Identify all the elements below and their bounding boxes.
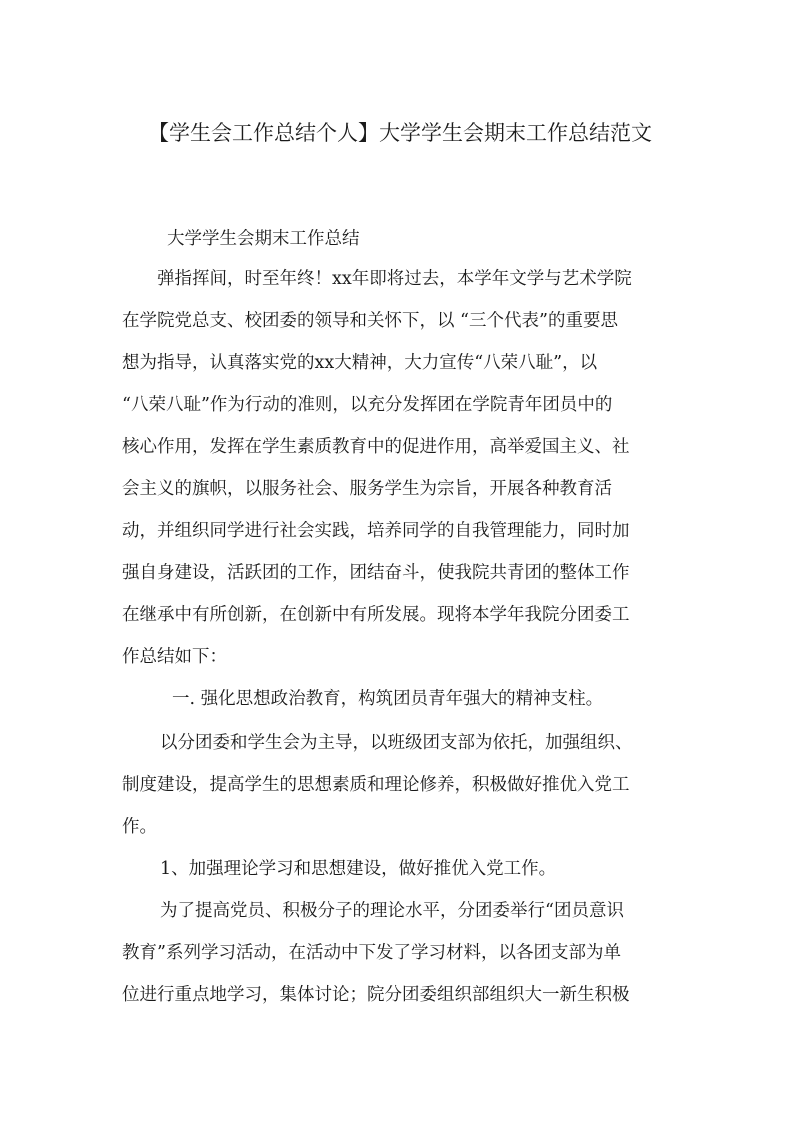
paragraph-line: 为了提高党员、积极分子的理论水平，分团委举行“团员意识	[160, 901, 624, 921]
paragraph-line: 核心作用，发挥在学生素质教育中的促进作用，高举爱国主义、社	[122, 437, 630, 457]
document-title: 【学生会工作总结个人】大学学生会期末工作总结范文	[148, 121, 652, 145]
section-subtitle: 大学学生会期末工作总结	[167, 229, 360, 249]
paragraph-line: 制度建设，提高学生的思想素质和理论修养，积极做好推优入党工	[122, 775, 630, 795]
paragraph-line: 作总结如下：	[122, 647, 227, 667]
paragraph-line: 以分团委和学生会为主导，以班级团支部为依托，加强组织、	[160, 733, 633, 753]
paragraph-line: 想为指导，认真落实党的xx大精神，大力宣传“八荣八耻”，以	[122, 353, 598, 373]
paragraph-line: 在学院党总支、校团委的领导和关怀下，以 “三个代表”的重要思	[122, 311, 618, 331]
paragraph-line: 位进行重点地学习，集体讨论；院分团委组织部组织大一新生积极	[122, 985, 630, 1005]
paragraph-line: 教育”系列学习活动，在活动中下发了学习材料，以各团支部为单	[122, 943, 621, 963]
paragraph-line: 作。	[122, 817, 157, 837]
section-heading: 一. 强化思想政治教育，构筑团员青年强大的精神支柱。	[172, 689, 604, 709]
paragraph-line: 动，并组织同学进行社会实践，培养同学的自我管理能力，同时加	[122, 521, 630, 541]
paragraph-line: 弹指挥间，时至年终！xx年即将过去，本学年文学与艺术学院	[157, 269, 632, 289]
paragraph-line: “八荣八耻”作为行动的准则，以充分发挥团在学院青年团员中的	[122, 395, 613, 415]
paragraph-line: 会主义的旗帜，以服务社会、服务学生为宗旨，开展各种教育活	[122, 479, 612, 499]
paragraph-line: 强自身建设，活跃团的工作，团结奋斗，使我院共青团的整体工作	[122, 563, 630, 583]
paragraph-line: 在继承中有所创新，在创新中有所发展。现将本学年我院分团委工	[122, 605, 630, 625]
subsection-heading: 1、加强理论学习和思想建设，做好推优入党工作。	[160, 859, 557, 879]
